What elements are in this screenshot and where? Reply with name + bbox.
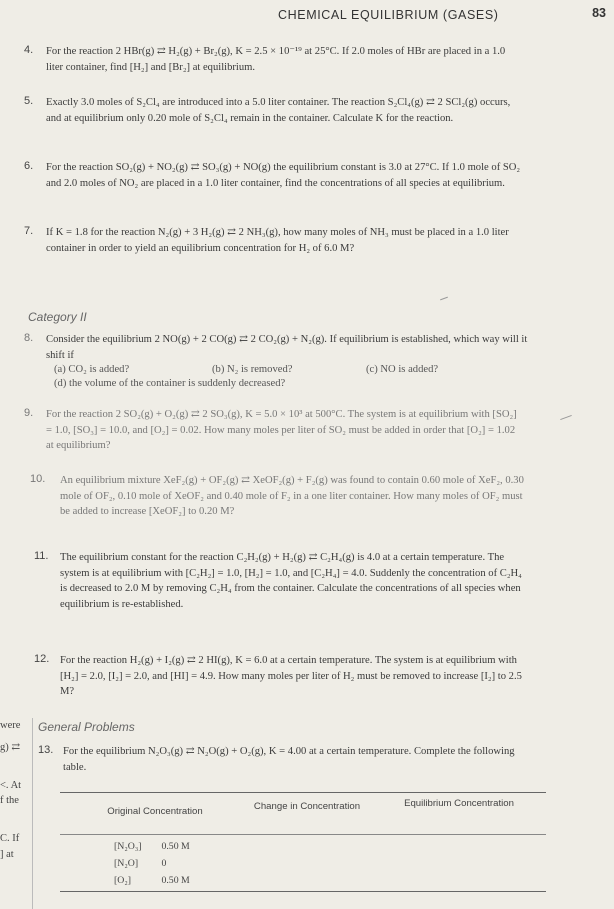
table-top-rule — [60, 792, 546, 793]
problem-number: 7. — [24, 225, 34, 237]
pencil-mark — [560, 415, 572, 420]
table-bottom-rule — [60, 891, 546, 892]
choice-a: (a) CO₂ is added? — [54, 364, 130, 375]
table-header-equilibrium: Equilibrium Concentration — [404, 798, 514, 809]
problem-number: 13. — [38, 744, 54, 756]
problem-number: 5. — [24, 95, 34, 107]
table-header-change: Change in Concentration — [253, 801, 361, 812]
pencil-mark — [440, 297, 448, 301]
problem-text: Exactly 3.0 moles of S₂Cl₄ are introduced into a 5.0 liter container. The reaction S₂Cl₄(g) ⇄ 2 SCl₂(g) occurs, and at equilibrium only 0.20 mole of S₂Cl₄ remain in the container. Calculate K for the reaction. — [46, 97, 511, 124]
table-header-rule — [60, 834, 546, 835]
problem-text: If K = 1.8 for the reaction N₂(g) + 3 H₂(g) ⇄ 2 NH₃(g), how many moles of NH₃ must be placed in a 1.0 liter container in order to yield an equilibrium concentration for H₂ of 6.0 M? — [46, 227, 509, 254]
table-cell-original: 0 — [161, 858, 167, 869]
problem-text: For the reaction 2 HBr(g) ⇄ H₂(g) + Br₂(g), K = 2.5 × 10⁻¹⁹ at 25°C. If 2.0 moles of HBr are placed in a 1.0 liter container, find [H₂] and [Br₂] at equilibrium. — [46, 46, 506, 73]
margin-fragment: were — [0, 720, 21, 731]
section-heading-category-ii: Category II — [28, 310, 87, 324]
problem-text: For the reaction H₂(g) + I₂(g) ⇄ 2 HI(g), K = 6.0 at a certain temperature. The system is at equilibrium with [H₂] = 2.0, [I₂] = 2.0, and [HI] = 4.9. How many moles per liter of H₂ must be removed to increase [I₂] to 2.5 M? — [60, 655, 522, 697]
table-row — [114, 875, 190, 886]
margin-fragment: <. At — [0, 780, 22, 791]
problem-number: 9. — [24, 407, 34, 419]
problem-8-choices — [46, 363, 526, 393]
choice-c: (c) NO is added? — [366, 364, 439, 375]
problem-text: Consider the equilibrium 2 NO(g) + 2 CO(g) ⇄ 2 CO₂(g) + N₂(g). If equilibrium is established, which way will it shift if — [46, 334, 528, 361]
section-heading-general: General Problems — [38, 720, 135, 734]
table-cell-species: [N₂O₃] — [114, 841, 142, 852]
problem-text: For the reaction 2 SO₂(g) + O₂(g) ⇄ 2 SO₃(g), K = 5.0 × 10³ at 500°C. The system is at equilibrium with [SO₂] = 1.0, [SO₃] = 10.0, and [O₂] = 0.02. How many moles per liter of SO₂ must be added in order that [O₂] = 1.02 at equilibrium? — [46, 409, 517, 451]
problem-number: 10. — [30, 473, 46, 485]
margin-fragment: f the — [0, 795, 19, 806]
page-header: CHEMICAL EQUILIBRIUM (GASES) — [278, 8, 499, 22]
choice-b: (b) N₂ is removed? — [212, 364, 293, 375]
problem-number: 4. — [24, 44, 34, 56]
problem-text: For the equilibrium N₂O₃(g) ⇄ N₂O(g) + O₂(g), K = 4.00 at a certain temperature. Complete the following table. — [63, 746, 515, 773]
problem-number: 6. — [24, 160, 34, 172]
margin-fragment: C. If — [0, 833, 20, 844]
problem-text: An equilibrium mixture XeF₂(g) + OF₂(g) ⇄ XeOF₂(g) + F₂(g) was found to contain 0.60 mole of XeF₂, 0.30 mole of OF₂, 0.10 mole of XeOF₂ and 0.40 mole of F₂ in a one liter container. How many moles of OF₂ must be added to increase [XeOF₂] to 0.20 M? — [60, 475, 524, 517]
table-cell-species: [N₂O] — [114, 858, 139, 869]
page-number: 83 — [592, 6, 606, 20]
table-row — [114, 858, 166, 869]
problem-text: The equilibrium constant for the reaction C₂H₂(g) + H₂(g) ⇄ C₂H₄(g) is 4.0 at a certain temperature. The system is at equilibrium with [C₂H₂] = 1.0, [H₂] = 1.0, and [C₂H₄] = 4.0. Suddenly the concentration of C₂H₄ is decreased to 2.0 M by removing C₂H₄ from the container. Calculate the concentrations of all species when equilibrium is re-established. — [60, 552, 522, 610]
table-row — [114, 841, 190, 852]
choice-d: (d) the volume of the container is suddenly decreased? — [54, 378, 286, 389]
problem-number: 11. — [34, 550, 49, 562]
gutter-line — [32, 718, 33, 909]
table-cell-original: 0.50 M — [161, 875, 190, 886]
problem-number: 8. — [24, 332, 34, 344]
margin-fragment: g) ⇄ — [0, 742, 21, 753]
table-header-original: Original Concentration — [107, 806, 203, 817]
table-cell-species: [O₂] — [114, 875, 132, 886]
problem-number: 12. — [34, 653, 50, 665]
problem-text: For the reaction SO₂(g) + NO₂(g) ⇄ SO₃(g) + NO(g) the equilibrium constant is 3.0 at 27°C. If 1.0 mole of SO₂ and 2.0 moles of NO₂ are placed in a 1.0 liter container, find the concentrations of all species at equilibrium. — [46, 162, 521, 189]
margin-fragment: ] at — [0, 849, 14, 860]
table-cell-original: 0.50 M — [161, 841, 190, 852]
